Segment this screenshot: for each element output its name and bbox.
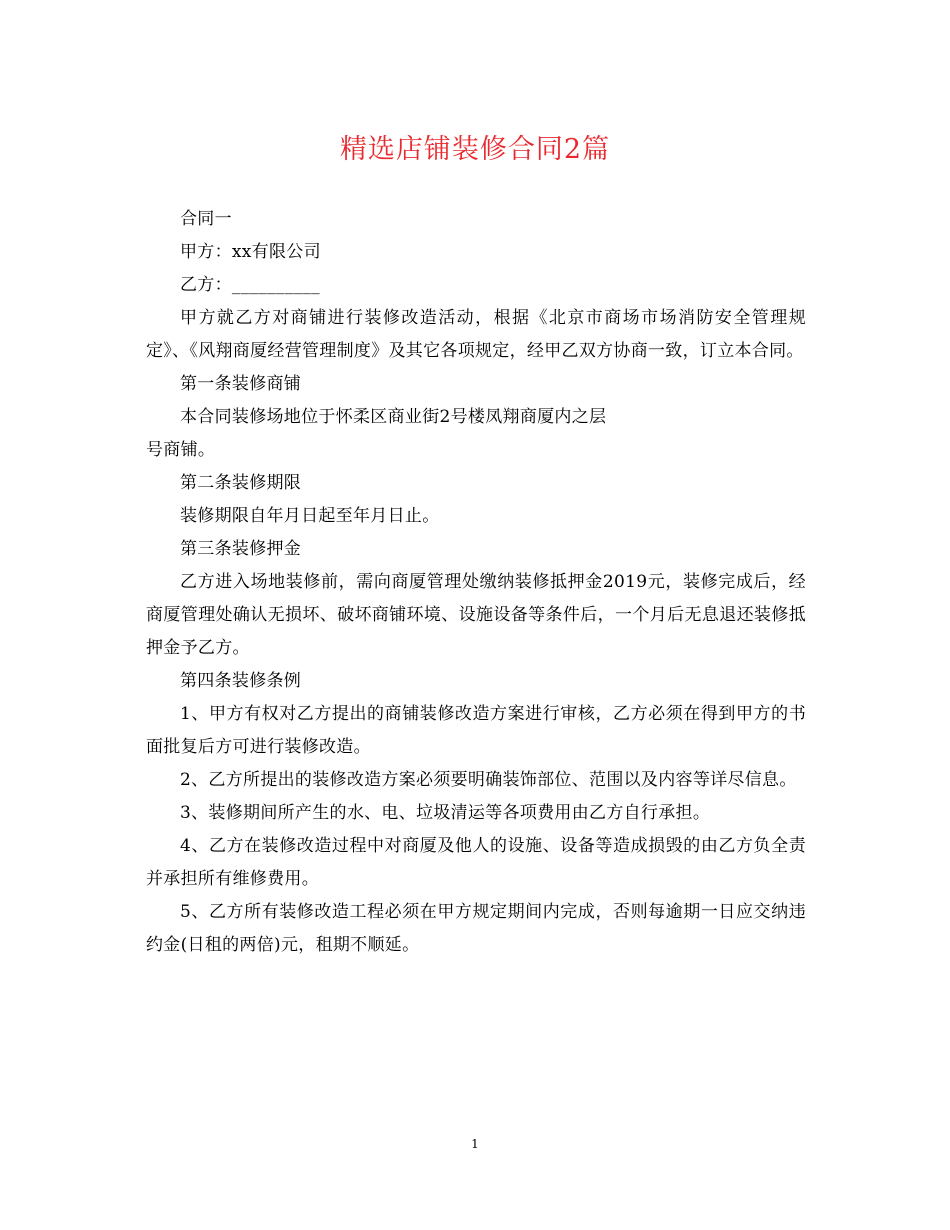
article-1-text-continued: 号商铺。: [146, 440, 216, 460]
party-b-line: 乙方：__________: [180, 275, 320, 295]
article-3-text: 乙方进入场地装修前，需向商厦管理处缴纳装修抵押金2019元，装修完成后，经商厦管理处确认无损坏、破坏商铺环境、设施设备等条件后，一个月后无息退还装修抵押金予乙方。: [146, 572, 806, 658]
page-number: 1: [471, 1137, 479, 1151]
article-4-clause-4: 4、乙方在装修改造过程中对商厦及他人的设施、设备等造成损毁的由乙方负全责并承担所有维修费用。: [146, 836, 806, 889]
document-title: 精选店铺装修合同2篇: [339, 134, 611, 165]
article-2-text: 装修期限自年月日起至年月日止。: [180, 506, 440, 526]
article-4-clause-2: 2、乙方所提出的装修改造方案必须要明确装饰部位、范围以及内容等详尽信息。: [180, 770, 797, 790]
document-body: [146, 203, 806, 962]
party-a-line: 甲方：xx有限公司: [180, 242, 321, 262]
article-3-heading: 第三条装修押金: [180, 539, 302, 559]
article-2-heading: 第二条装修期限: [180, 473, 302, 493]
article-1-text: 本合同装修场地位于怀柔区商业街2号楼凤翔商厦内之层: [180, 407, 607, 427]
article-4-clause-1: 1、甲方有权对乙方提出的商铺装修改造方案进行审核，乙方必须在得到甲方的书面批复后方可进行装修改造。: [146, 704, 806, 757]
article-4-clause-3: 3、装修期间所产生的水、电、垃圾清运等各项费用由乙方自行承担。: [180, 803, 711, 823]
article-1-heading: 第一条装修商铺: [180, 374, 302, 394]
preamble-paragraph: 甲方就乙方对商铺进行装修改造活动，根据《北京市商场市场消防安全管理规定》、《风翔商厦经营管理制度》及其它各项规定，经甲乙双方协商一致，订立本合同。: [146, 308, 806, 361]
article-4-clause-5: 5、乙方所有装修改造工程必须在甲方规定期间内完成，否则每逾期一日应交纳违约金(日租的两倍)元，租期不顺延。: [146, 902, 806, 955]
article-4-heading: 第四条装修条例: [180, 671, 302, 691]
contract-heading: 合同一: [180, 209, 232, 229]
